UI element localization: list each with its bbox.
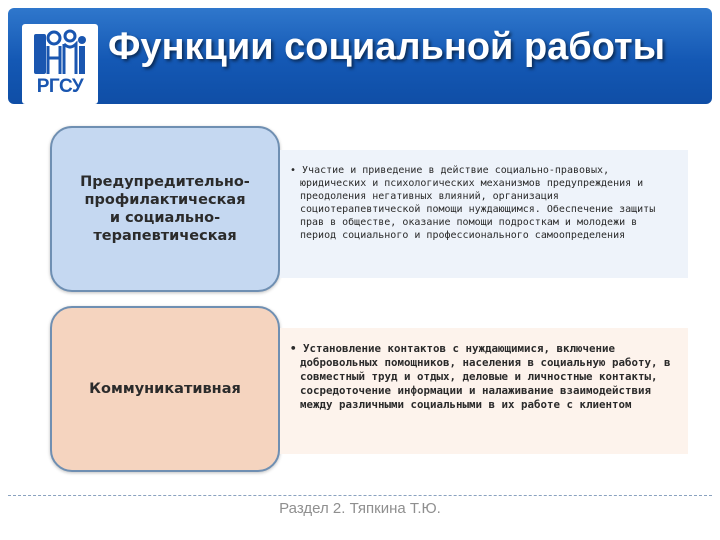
function-description-communicative [280, 328, 688, 454]
function-card-communicative [50, 306, 280, 472]
function-card-label: Предупредительно- профилактическая и социально- терапевтическая [80, 173, 250, 245]
function-description-preventive [280, 150, 688, 278]
logo-text: РГСУ [36, 76, 84, 97]
description-text: • Участие и приведение в действие социально-правовых, юридических и психологических механизмов предупреждения и преодоления негативных влияний, организация социотерапевтической помощи нуждающимся. Обеспечение защиты прав в обществе, оказание помощи подросткам и молодежи в период социального и профессионального самоопределения [290, 165, 656, 241]
university-logo [22, 24, 98, 104]
slide-title: Функции социальной работы [108, 26, 666, 68]
description-text: • Установление контактов с нуждающимися, включение добровольных помощников, населения в социальную работу, в совместный труд и отдых, деловые и личностные контакты, сосредоточение информации и налаживание взаимодействия между различными социальными в их работе с клиентом [290, 342, 671, 412]
function-card-preventive [50, 126, 280, 292]
header-banner [8, 8, 712, 104]
footer-divider [8, 495, 712, 496]
logo-figures-icon [32, 28, 88, 78]
function-card-label: Коммуникативная [89, 380, 241, 397]
footer-text: Раздел 2. Тяпкина Т.Ю. [279, 500, 441, 517]
